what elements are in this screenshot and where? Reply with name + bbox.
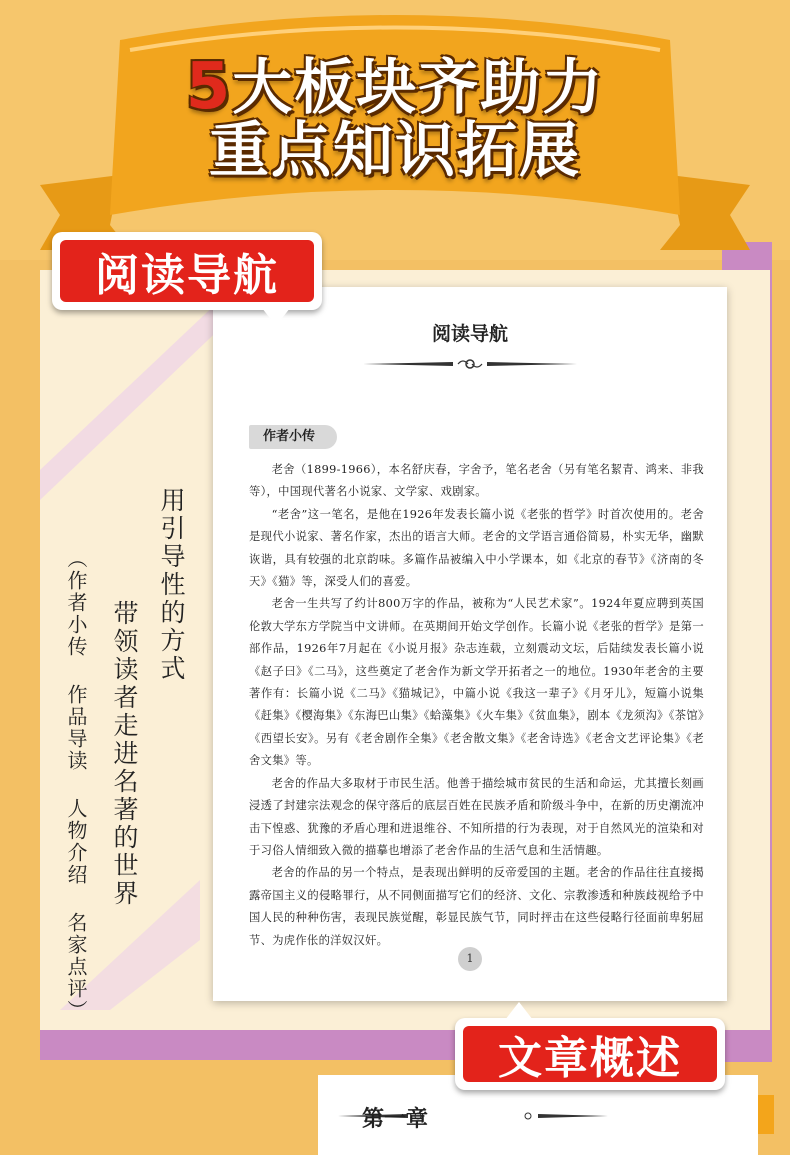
headline-line2: 重点知识拓展 — [209, 116, 581, 186]
paragraph: “老舍”这一笔名，是他在1926年发表长篇小说《老张的哲学》时首次使用的。老舍是现代小说家、著名作家，杰出的语言大师。老舍的文学语言通俗简易，朴实无华，幽默诙谐，具有较强的北京韵味。多篇作品被编入中小学课本，如《北京的春节》《济南的冬天》《猫》等，深受人们的喜爱。 — [249, 507, 704, 589]
paragraph: 老舍的作品的另一个特点，是表现出鲜明的反帝爱国的主题。老舍的作品往往直接揭露帝国主义的侵略罪行，从不同侧面描写它们的经济、文化、宗教渗透和种族歧视给予中国人民的种种伤害，表现民族觉醒，彰显民族气节，同时抨击在这些侵略行径面前卑躬屈节、为虎作伥的洋奴汉奸。 — [249, 866, 704, 947]
reading-guide-tag — [52, 232, 322, 310]
article-overview-label: 文章概述 — [463, 1026, 717, 1082]
reading-guide-label: 阅读导航 — [60, 240, 314, 302]
page-body — [249, 459, 704, 952]
side-text-col1: 用引导性的方式 — [157, 487, 186, 683]
chapter-title: 第一章 — [361, 1106, 428, 1132]
paragraph: 老舍（1899-1966），本名舒庆春，字舍予，笔名老舍（另有笔名絜青、鸿来、非我等），中国现代著名小说家、文学家、戏剧家。 — [249, 463, 704, 499]
article-overview-tag — [455, 1018, 725, 1090]
page-number: 1 — [458, 947, 482, 971]
side-text-col3: （作者小传 作品导读 人物介绍 名家点评） — [64, 548, 88, 1022]
section-tag-author-bio: 作者小传 — [249, 425, 337, 449]
headline-number: 5 — [185, 50, 233, 124]
document-page — [213, 287, 727, 1001]
side-text-col2: 带领读者走进名著的世界 — [110, 600, 139, 908]
title-ornament — [363, 357, 577, 371]
tag-pointer — [505, 1002, 533, 1020]
page-title: 阅读导航 — [431, 323, 508, 345]
paragraph: 老舍一生共写了约计800万字的作品，被称为“人民艺术家”。1924年夏应聘到英国伦敦大学东方学院当中文讲师。在英期间开始文学创作。长篇小说《老张的哲学》是第一部作品，1926年7月起在《小说月报》杂志连载，立刻震动文坛，后陆续发表长篇小说《赵子曰》《二马》，这些奠定了老舍作为新文学开拓者之一的地位。1930年老舍的主要著作有：长篇小说《二马》《猫城记》，中篇小说《我这一辈子》《月牙儿》，短篇小说集《赶集》《樱海集》《东海巴山集》《蛤藻集》《火车集》《贫血集》，剧本《龙须沟》《茶馆》《西望长安》。另有《老舍剧作全集》《老舍散文集》《老舍诗选》《老舍文艺评论集》《老舍文集》等。 — [249, 597, 704, 768]
paragraph: 老舍的作品大多取材于市民生活。他善于描绘城市贫民的生活和命运，尤其擅长刻画浸透了封建宗法观念的保守落后的底层百姓在民族矛盾和阶级斗争中，在新的历史潮流冲击下惶惑、犹豫的矛盾心理和进退维谷、不知所措的行为表现，对于自然风光的渲染和对于习俗人情细致入微的描摹也增添了老舍作品的生活气息和生活情趣。 — [249, 776, 704, 857]
tag-pointer — [262, 308, 290, 326]
headline-line1-text: 大板块齐助力 — [232, 53, 605, 123]
headline-line1 — [0, 50, 790, 124]
